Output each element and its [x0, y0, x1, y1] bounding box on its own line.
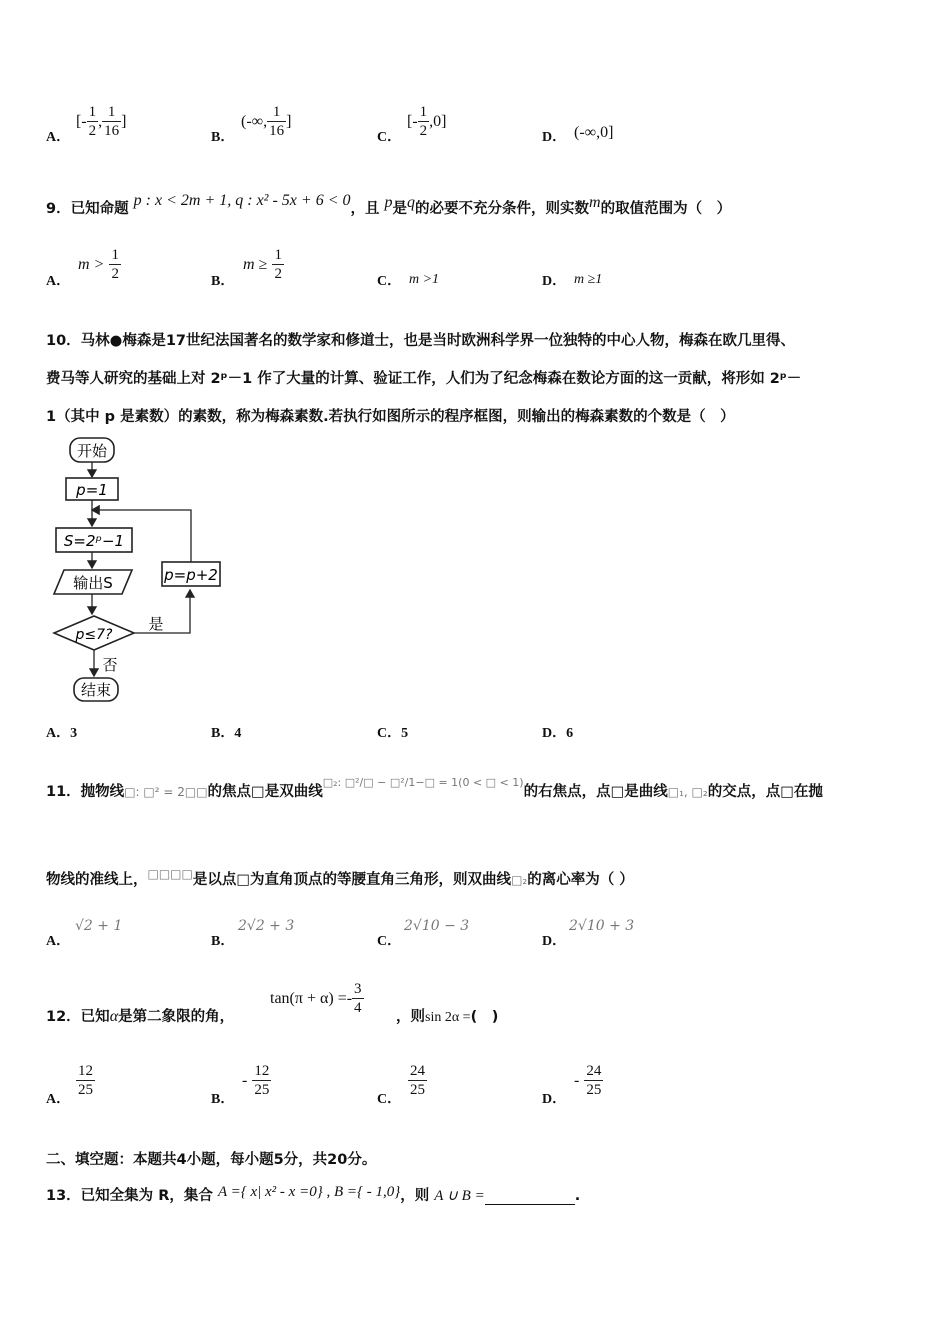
q8-option-d: D． — [542, 130, 567, 145]
q11-option-d: D． — [542, 934, 567, 949]
q11-option-b-value: 2√2 + 3 — [238, 918, 295, 934]
q9-option-d: D． — [542, 274, 567, 289]
q8-option-b-value: (-∞, $\frac{1}{16}$ ] — [241, 104, 292, 139]
q9-option-c-value: m >1 — [409, 272, 440, 287]
flowchart-start-label: 开始 — [76, 442, 108, 460]
q9-option-c: C． — [377, 274, 402, 289]
q8-option-c-value: [- $\frac{1}{2}$ ,0] — [407, 104, 447, 139]
question-10-line-2: 费马等人研究的基础上对 2ᵖ－1 作了大量的计算、验证工作，人们为了纪念梅森在数论方面的这一贡献，将形如 2ᵖ－ — [46, 371, 802, 387]
flowchart-init-label: p=1 — [76, 481, 108, 499]
flowchart-decision-label: p≤7? — [75, 627, 113, 643]
q8-option-a-value: [- $\frac{1}{2}$ , $\frac{1}{16}$ ] — [76, 104, 127, 139]
q11-option-a: A． — [46, 934, 71, 949]
q12-option-c: C． — [377, 1092, 402, 1107]
q11-option-a-value: √2 + 1 — [75, 918, 123, 934]
q8-option-b: B． — [211, 130, 235, 145]
question-12: 12．已知α是第二象限的角， — [46, 1008, 235, 1025]
q11-option-b: B． — [211, 934, 235, 949]
q9-option-a: A． — [46, 274, 71, 289]
q12-option-a: A． — [46, 1092, 71, 1107]
q12-option-d: D． — [542, 1092, 567, 1107]
question-9: 9．已知命题 p : x < 2m + 1, q : x² - 5x + 6 < 0，且 p是q的必要不充分条件，则实数m的取值范围为（ ） — [46, 192, 732, 217]
question-10-line-3: 1（其中 p 是素数）的素数，称为梅森素数.若执行如图所示的程序框图，则输出的梅森素数的个数是（ ） — [46, 409, 735, 425]
q11-option-c: C． — [377, 934, 402, 949]
q12-option-a-value: $\frac{12}{25}$ — [78, 1063, 93, 1098]
q9-option-d-value: m ≥1 — [574, 272, 603, 287]
q11-option-c-value: 2√10 − 3 — [404, 918, 470, 934]
q8-option-d-value: (-∞,0] — [574, 124, 614, 141]
q12-option-c-value: $\frac{24}{25}$ — [410, 1063, 425, 1098]
q8-option-c: C． — [377, 130, 402, 145]
q12-tan-expression: tan(π + α) =- $\frac{3}{4}$ — [270, 981, 362, 1016]
flowchart-no-label: 否 — [102, 656, 118, 674]
flowchart-update-label: p=p+2 — [164, 566, 218, 584]
section-2-heading: 二、填空题：本题共4小题，每小题5分，共20分。 — [46, 1152, 377, 1168]
question-10-line-1: 10．马林●梅森是17世纪法国著名的数学家和修道士，也是当时欧洲科学界一位独特的中心人物，梅森在欧几里得、 — [46, 333, 796, 349]
question-11-line-2: 物线的准线上，□□□□是以点□为直角顶点的等腰直角三角形，则双曲线□₂的离心率为（ ） — [46, 867, 634, 888]
flowchart-output-label: 输出S — [73, 574, 113, 592]
q10-option-c: C．5 — [377, 726, 409, 741]
q11-option-d-value: 2√10 + 3 — [569, 918, 635, 934]
flowchart-end-label: 结束 — [80, 681, 112, 699]
q10-option-a: A．3 — [46, 726, 78, 741]
flowchart-calc-label: S=2ᵖ−1 — [63, 532, 125, 550]
answer-blank[interactable] — [485, 1190, 575, 1205]
q9-option-b: B． — [211, 274, 235, 289]
q12-option-b: B． — [211, 1092, 235, 1107]
q10-option-d: D．6 — [542, 726, 574, 741]
q9-option-a-value: m > $\frac{1}{2}$ — [78, 247, 119, 282]
flowchart-yes-label: 是 — [148, 615, 164, 633]
q8-option-a: A． — [46, 130, 71, 145]
question-11-line-1: 11．抛物线□: □² = 2□□的焦点□是双曲线$^{□_2: □^2/□ - □^2/1-□ = 1(0 < □ < 1)}$的右焦点，点□是曲线□₁, □₂的交点，点□在抛 — [46, 776, 823, 800]
question-13: 13．已知全集为 R，集合 A ={ x| x² - x =0} , B ={ - 1,0}，则 A ∪ B = . — [46, 1184, 581, 1204]
q9-option-b-value: m ≥ $\frac{1}{2}$ — [243, 247, 282, 282]
q12-option-d-value: - $\frac{24}{25}$ — [574, 1063, 602, 1098]
flowchart — [52, 436, 227, 704]
question-12-tail: ，则sin 2α =( ) — [396, 1009, 499, 1025]
q10-option-b: B．4 — [211, 726, 242, 741]
q12-option-b-value: - $\frac{12}{25}$ — [242, 1063, 270, 1098]
